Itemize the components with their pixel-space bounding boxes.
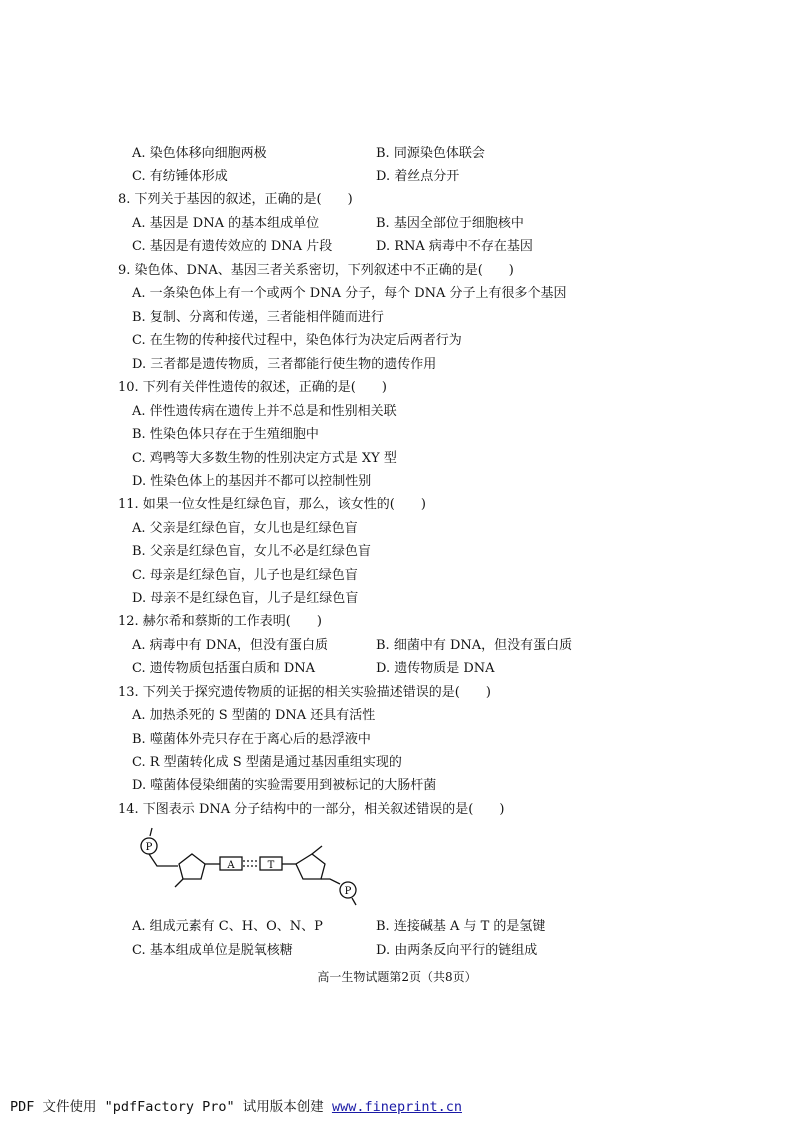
phosphate-right-label: P bbox=[344, 886, 352, 897]
base-a-label: A bbox=[227, 860, 235, 871]
q9-option-a: A. 一条染色体上有一个或两个 DNA 分子，每个 DNA 分子上有很多个基因 bbox=[132, 286, 567, 301]
fineprint-link[interactable]: www.fineprint.cn bbox=[331, 1099, 462, 1115]
base-t-label: T bbox=[267, 860, 275, 871]
q13-option-d: D. 噬菌体侵染细菌的实验需要用到被标记的大肠杆菌 bbox=[132, 778, 437, 793]
q8-stem: 8. 下列关于基因的叙述，正确的是( ) bbox=[118, 192, 353, 207]
q11-option-a: A. 父亲是红绿色盲，女儿也是红绿色盲 bbox=[132, 521, 358, 536]
q14-option-c: C. 基本组成单位是脱氧核糖 bbox=[132, 943, 293, 958]
phosphate-left-label: P bbox=[145, 842, 153, 853]
sugar-left bbox=[179, 854, 205, 879]
q13-stem: 13. 下列关于探究遗传物质的证据的相关实验描述错误的是( ) bbox=[118, 685, 491, 700]
q14-stem: 14. 下图表示 DNA 分子结构中的一部分，相关叙述错误的是( ) bbox=[118, 802, 505, 817]
q9-option-b: B. 复制、分离和传递，三者能相伴随而进行 bbox=[132, 310, 384, 325]
dna-structure-diagram bbox=[130, 826, 370, 906]
q14-option-b: B. 连接碱基 A 与 T 的是氢键 bbox=[376, 919, 546, 934]
q7-option-d: D. 着丝点分开 bbox=[376, 169, 460, 184]
q13-option-a: A. 加热杀死的 S 型菌的 DNA 还具有活性 bbox=[132, 708, 376, 723]
q12-option-b: B. 细菌中有 DNA，但没有蛋白质 bbox=[376, 638, 573, 653]
q12-option-c: C. 遗传物质包括蛋白质和 DNA bbox=[132, 661, 316, 676]
q7-option-c: C. 有纺锤体形成 bbox=[132, 169, 228, 184]
pdf-creator-note bbox=[10, 1095, 462, 1115]
q14-option-d: D. 由两条反向平行的链组成 bbox=[376, 943, 538, 958]
page-footer: 高一生物试题第2页（共8页） bbox=[317, 970, 477, 984]
q13-option-b: B. 噬菌体外壳只存在于离心后的悬浮液中 bbox=[132, 732, 371, 747]
q12-option-d: D. 遗传物质是 DNA bbox=[376, 661, 495, 676]
q9-option-c: C. 在生物的传种接代过程中，染色体行为决定后两者行为 bbox=[132, 333, 462, 348]
q10-option-b: B. 性染色体只存在于生殖细胞中 bbox=[132, 427, 319, 442]
q8-option-b: B. 基因全部位于细胞核中 bbox=[376, 216, 524, 231]
q8-option-a: A. 基因是 DNA 的基本组成单位 bbox=[132, 216, 320, 231]
q10-option-c: C. 鸡鸭等大多数生物的性别决定方式是 XY 型 bbox=[132, 451, 397, 466]
q14-option-a: A. 组成元素有 C、H、O、N、P bbox=[132, 919, 323, 934]
q12-stem: 12. 赫尔希和蔡斯的工作表明( ) bbox=[118, 614, 322, 629]
q12-option-a: A. 病毒中有 DNA，但没有蛋白质 bbox=[132, 638, 328, 653]
q8-option-c: C. 基因是有遗传效应的 DNA 片段 bbox=[132, 239, 333, 254]
q10-option-d: D. 性染色体上的基因并不都可以控制性别 bbox=[132, 474, 372, 489]
q13-option-c: C. R 型菌转化成 S 型菌是通过基因重组实现的 bbox=[132, 755, 402, 770]
q10-option-a: A. 伴性遗传病在遗传上并不总是和性别相关联 bbox=[132, 404, 397, 419]
q11-option-b: B. 父亲是红绿色盲，女儿不必是红绿色盲 bbox=[132, 544, 371, 559]
q7-option-b: B. 同源染色体联会 bbox=[376, 146, 485, 161]
pdf-creator-text: PDF 文件使用 "pdfFactory Pro" 试用版本创建 bbox=[10, 1099, 332, 1115]
q9-stem: 9. 染色体、DNA、基因三者关系密切，下列叙述中不正确的是( ) bbox=[118, 263, 514, 278]
q7-option-a: A. 染色体移向细胞两极 bbox=[132, 146, 267, 161]
q10-stem: 10. 下列有关伴性遗传的叙述，正确的是( ) bbox=[118, 380, 387, 395]
q8-option-d: D. RNA 病毒中不存在基因 bbox=[376, 239, 533, 254]
q11-option-c: C. 母亲是红绿色盲，儿子也是红绿色盲 bbox=[132, 568, 358, 583]
q11-option-d: D. 母亲不是红绿色盲，儿子是红绿色盲 bbox=[132, 591, 359, 606]
q11-stem: 11. 如果一位女性是红绿色盲，那么，该女性的( ) bbox=[118, 497, 426, 512]
q9-option-d: D. 三者都是遗传物质，三者都能行使生物的遗传作用 bbox=[132, 357, 437, 372]
sugar-right bbox=[296, 854, 325, 879]
